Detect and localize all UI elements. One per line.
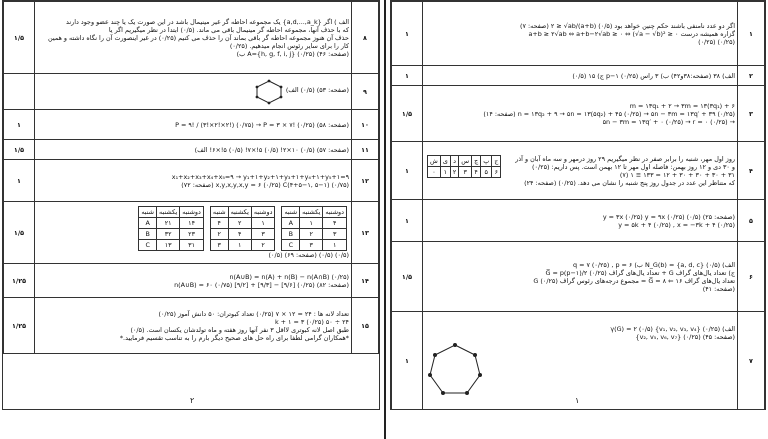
question-number: ۹ [352, 74, 379, 110]
score: ۱ [392, 142, 423, 200]
answer-line: حذف آن هنوز مجموعه احاطه گر باقی بماند آن را حذف می کنیم (۰/۲۵) در غیر اینصورت آن را نگاه داشته و همین [48, 33, 349, 42]
answer-text [35, 202, 352, 264]
question-number: ۶ [738, 242, 765, 312]
answer-line: (۰/۵) (۰/۵) (صفحه: ۶۹) (۰/۵) [268, 251, 349, 259]
answer-line: k + ۱ = ۳ (۰/۲۵) ۵۰ ÷ ۲۴ [274, 317, 349, 326]
score: ۱ [4, 160, 35, 202]
answer-line: و ۳۰ دی و ۱۲ روز بهمن: فاصله اول مهر تا ۱۲ بهمن است. پس داریم: (۰/۲۵) [532, 162, 735, 171]
answer-line: (صفحه: ۵۸) P = ۹! / (۳!×۲!×۲!) (۰/۷۵) → P = ۳ × ۷! (۰/۲۵) [175, 120, 349, 129]
answer-line: ۳۱ + ۳۰ + ۳۰ + ۳۰ + ۱۲ = ۱۳۳ ≡ ۱ (۷) [619, 170, 735, 179]
mini-table: دوشنبه یکشنبه شنبه ۱ ۲ ۴ ۳ ۴ ۲ ۲ ۱ ۳ [210, 206, 276, 251]
answer-text [423, 66, 738, 86]
question-number: ۳ [738, 86, 765, 142]
answer-text [423, 142, 738, 200]
table-row [4, 298, 379, 354]
score: ۱ [392, 200, 423, 242]
table-row [4, 140, 379, 160]
question-number: ۵ [738, 200, 765, 242]
table-row [392, 142, 765, 200]
table-row [392, 312, 765, 410]
question-number: ۷ [738, 312, 765, 410]
score [4, 74, 35, 110]
answer-line: x,y,x,y,x,y = ۶ (۰/۲۵) C(۴+۵−۱, ۵−۱) (۰/۷۵) (صفحه: ۷۲) [181, 180, 349, 189]
table-row [4, 202, 379, 264]
answer-line: کار را برای سایر رئوس انجام میدهیم. (۰/۲۵) [229, 41, 349, 50]
answer-line: الف) γ(G) = ۲ (۰/۵) {v₁, v₂, v₃, v₄} (۰/۲۵) [610, 324, 735, 333]
answer-line: x₁+x₂+x₃+x₄+x₅=۹ → y₁+۱+y₂+۱+y₃+۱+y₄+۱+y₅+۱=۹ [171, 172, 349, 181]
table-row [4, 110, 379, 140]
answer-line: (۰/۲۵) (۰/۲۵) [698, 37, 735, 46]
answer-line: تعداد لانه ها : ۲۴ = ۱۲ × ۷ (۰/۲۵) تعداد کبوتران: ۵۰ دانش آموز (۰/۲۵) [158, 309, 349, 318]
answer-line: (صفحه: ۲۵) (۰/۵) y = ۳x (۰/۲۵) y = ۹x (۰/۲۵) [602, 212, 735, 221]
score: ۱/۵ [392, 86, 423, 142]
table-row [392, 2, 765, 66]
question-number: ۲ [738, 66, 765, 86]
answer-line: ج) تعداد یال‌های گراف G + تعداد یال‌های گراف G̅ = p(p−۱)/۲ (۰/۲۵) [545, 268, 735, 277]
answer-line: (صفحه: ۴۶) A={h, g, f, i, j} (۰/۲۵) ب) [236, 49, 349, 58]
answer-text [35, 298, 352, 354]
answer-line: طبق اصل لانه کبوتری لااقل ۳ نفر آنها روز هفته و ماه تولدشان یکسان است. (۰/۵) [130, 325, 349, 334]
answer-text [423, 242, 738, 312]
answer-line: که متناظر این عدد در جدول روز پنج شنبه را نشان می دهد. (۰/۲۵) (صفحه: ۲۴) [524, 178, 735, 187]
answer-line: y = ۵k + ۴ (۰/۲۵) , x = −۳k + ۴ (۰/۲۵) [618, 220, 735, 229]
answer-line: الف ) اگر {a,d,...,a_k} یک مجموعه احاطه گر غیر مینیمال باشد در این صورت یک یا چند عضو وجود دارند [66, 17, 349, 26]
answer-text [423, 86, 738, 142]
answer-text [423, 200, 738, 242]
answer-line: که با حذف آنها، مجموعه احاطه گر مینیمال باقی می ماند. (۰/۵) ابتدا در نظر میگیریم اگر یا [108, 25, 349, 34]
question-number: ۴ [738, 142, 765, 200]
table-row [4, 160, 379, 202]
weekday-table: ج پ چ س د ی ش ۶ ۵ ۴ ۳ ۲ ۱ ۰ [427, 155, 501, 178]
answer-line: n = ۱۳q₂ + ۹ → ۵n = ۱۳(۵q₂) + ۴۵ (۰/۲۵) → ۵n − ۳m = ۱۳q′ + ۳۹ (۰/۲۵) (صفحه: ۱۴) [483, 109, 735, 118]
question-number: ۱۳ [352, 202, 379, 264]
score: ۱/۵ [4, 2, 35, 74]
answer-text [35, 2, 352, 74]
question-number: ۸ [352, 2, 379, 74]
answer-line: روز اول مهر، شنبه را برابر صفر در نظر میگیریم ۲۹ روز درمهر و سه ماه آبان و آذر [515, 154, 735, 163]
answer-line: تعداد یال‌های گراف G̅ = ۸ ⇐ ۱۶ = مجموع درجه‌های رئوس گراف G (۰/۲۵) [533, 276, 735, 285]
answer-text [35, 160, 352, 202]
table-row [392, 242, 765, 312]
score: ۱ [392, 2, 423, 66]
answer-line: n(A∪B) = n(A) + n(B) − n(A∩B) (۰/۲۵) [229, 272, 349, 281]
answer-text [35, 110, 352, 140]
score: ۱/۵ [392, 242, 423, 312]
answers-table-page-2 [3, 1, 379, 354]
answer-line: گزاره همیشه درست a+b ≥ ۲√ab ⇔ a+b−۲√ab ≥ ۰ ⇔ (√a − √b)² ≥ ۰ [528, 29, 735, 38]
question-number: ۱۵ [352, 298, 379, 354]
answer-line: → ۵n − ۳m = ۱۳q′ + ۰ (۰/۲۵) → r = ۰ (۰/۲۵) [602, 117, 735, 126]
answer-line: (صفحه: ۴۱) [702, 284, 735, 293]
answer-text [423, 2, 738, 66]
answer-line: الف) ۳۸ (صفحه:۳۸و۴۲) ب) ۳ راس (۰/۲۵) p−۱ ج) ۱۵ (۰/۵) [572, 71, 735, 80]
answers-table-page-1 [391, 1, 765, 410]
answer-line: اگر دو عدد نامنفی باشند حکم چنین خواهد بود (۰/۵) (a+b)/۲ ≥ √ab (صفحه: ۷) [520, 21, 735, 30]
answer-line: (صفحه: ۴۵) (۰/۲۵) {v₂, v₅, v₆, v₇} [635, 332, 735, 341]
answer-text [35, 74, 352, 110]
score: ۱/۲۵ [4, 264, 35, 298]
page-number: ۲ [190, 396, 195, 405]
table-row [4, 74, 379, 110]
table-row [4, 2, 379, 74]
answer-line: m = ۱۳q₁ + ۲ → ۳m = ۱۳(۳q₁) + ۶ [629, 101, 735, 110]
answer-sheet-page-1 [390, 0, 766, 410]
score: ۱/۵ [4, 202, 35, 264]
heptagon-graph-icon [425, 341, 485, 397]
question-number: ۱۰ [352, 110, 379, 140]
answer-text [423, 312, 738, 410]
answer-text [35, 264, 352, 298]
mini-table: دوشنبه یکشنبه شنبه ۱۴ ۲۱ A ۲۳ ۳۲ B ۳۱ ۱۳ C [138, 206, 204, 251]
score: ۱/۲۵ [4, 298, 35, 354]
table-row [392, 200, 765, 242]
question-number: ۱۴ [352, 264, 379, 298]
mini-table: دوشنبه یکشنبه شنبه ۴ ۱ A ۳ ۲ B ۱ ۳ C [281, 206, 347, 251]
page-number: ۱ [575, 396, 580, 405]
answer-text [35, 140, 352, 160]
table-row [392, 86, 765, 142]
score: ۱ [392, 312, 423, 410]
answer-line: (صفحه: ۵۳) (۰/۵) الف) [285, 85, 349, 94]
hexagon-graph-icon [254, 79, 284, 105]
answer-line: الف) N_G(b) = {a, d, c} (۰/۵) ب) q = ۷ (۰/۲۵) , p = ۶ [572, 260, 735, 269]
score: ۱ [392, 66, 423, 86]
question-number: ۱ [738, 2, 765, 66]
table-row [392, 66, 765, 86]
answer-line: (صفحه: ۸۲) (۰/۲۵) n(A∪B) = ۶۰ (۰/۷۵) [۹/۲] + [۹/۳] − [۹/۶] [174, 280, 349, 289]
answer-line: (صفحه: ۵۷) (۰/۵) ۱۰×۲! (۰/۵) ۵!×۷! (۰/۵) ۵!×۶! الف) [194, 145, 349, 154]
answer-line: *همکاران گرامی لطفا برای راه حل های صحیح دیگر بارم را به تناسب تقسیم فرمایید.* [119, 333, 349, 342]
table-row [4, 264, 379, 298]
page-gutter [384, 0, 386, 439]
score: ۱ [4, 110, 35, 140]
score: ۱/۵ [4, 140, 35, 160]
question-number: ۱۱ [352, 140, 379, 160]
question-number: ۱۲ [352, 160, 379, 202]
answer-sheet-page-2 [2, 0, 380, 410]
